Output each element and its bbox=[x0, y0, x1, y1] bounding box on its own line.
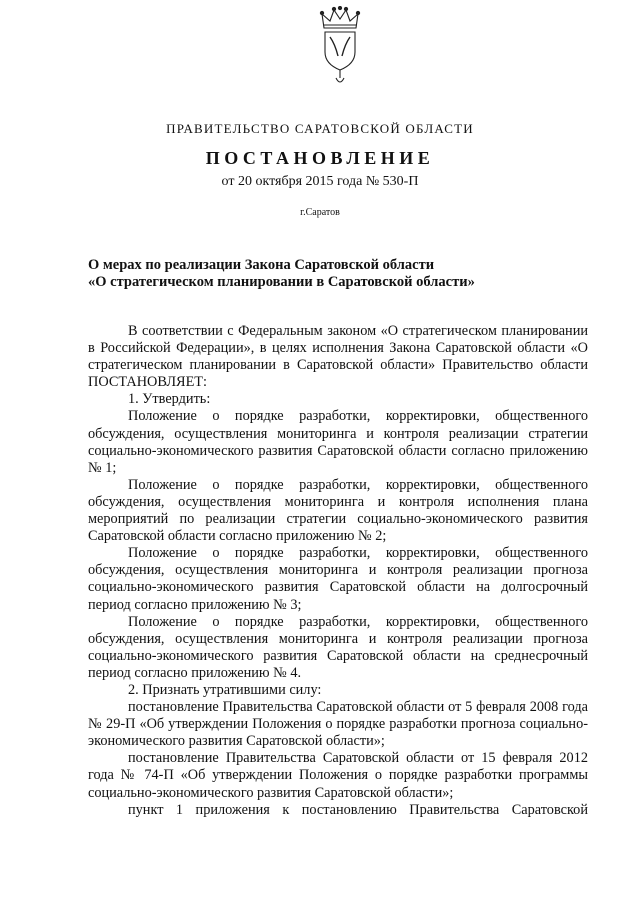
paragraph-appendix-4: Положение о порядке разработки, корректировки, общественного обсуждения, осуществления мониторинга и контроля реализации прогноза социально-экономического развития Саратовской области на среднесрочный период согласно приложению № 4. bbox=[88, 613, 588, 681]
document-body bbox=[88, 323, 588, 819]
document-title-line-2: «О стратегическом планировании в Саратовской области» bbox=[88, 274, 475, 290]
document-title-line-1: О мерах по реализации Закона Саратовской области bbox=[88, 257, 435, 273]
paragraph-preamble: В соответствии с Федеральным законом «О стратегическом планировании в Российской Федерации», в целях исполнения Закона Саратовской области «О стратегическом планировании в Саратовской области» Правительство области ПОСТАНОВЛЯЕТ: bbox=[88, 323, 588, 391]
coat-of-arms-crest-icon bbox=[304, 6, 376, 88]
document-date-number: от 20 октября 2015 года № 530-П bbox=[221, 174, 419, 189]
paragraph-appendix-3: Положение о порядке разработки, корректировки, общественного обсуждения, осуществления мониторинга и контроля реализации прогноза социально-экономического развития Саратовской области на долгосрочный период согласно приложению № 3; bbox=[88, 545, 588, 613]
paragraph-item-2: 2. Признать утратившими силу: bbox=[128, 681, 322, 698]
paragraph-item-1: 1. Утвердить: bbox=[128, 391, 211, 408]
document-city: г.Саратов bbox=[300, 207, 340, 218]
document-title bbox=[88, 257, 588, 291]
document-type: ПОСТАНОВЛЕНИЕ bbox=[205, 148, 435, 168]
organization-name: ПРАВИТЕЛЬСТВО САРАТОВСКОЙ ОБЛАСТИ bbox=[166, 121, 474, 136]
paragraph-repeal-29p: постановление Правительства Саратовской области от 5 февраля 2008 года № 29-П «Об утверждении Положения о порядке разработки прогноза социально-экономического развития Саратовской области»; bbox=[88, 699, 588, 750]
paragraph-appendix-2: Положение о порядке разработки, корректировки, общественного обсуждения, осуществления мониторинга и контроля исполнения плана мероприятий по реализации стратегии социально-экономического развития Саратовской области согласно приложению № 2; bbox=[88, 476, 588, 545]
paragraph-appendix-1: Положение о порядке разработки, корректировки, общественного обсуждения, осуществления мониторинга и контроля реализации стратегии социально-экономического развития Саратовской области согласно приложению № 1; bbox=[88, 408, 588, 476]
paragraph-repeal-point-1: пункт 1 приложения к постановлению Правительства Саратовской bbox=[128, 801, 588, 818]
paragraph-repeal-74p: постановление Правительства Саратовской области от 15 февраля 2012 года № 74-П «Об утверждении Положения о порядке разработки программы социально-экономического развития Саратовской области»; bbox=[88, 750, 588, 801]
